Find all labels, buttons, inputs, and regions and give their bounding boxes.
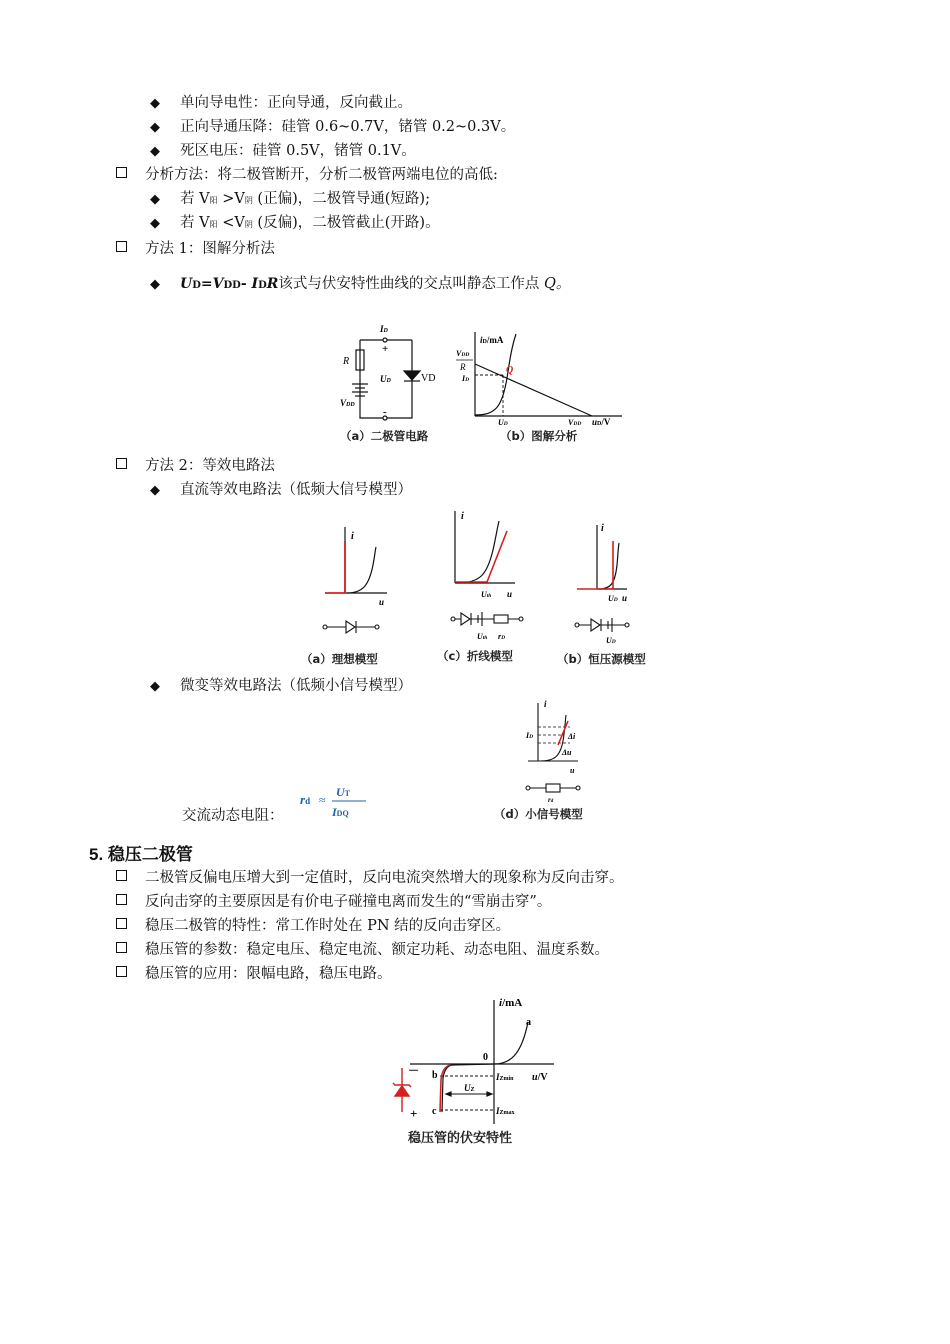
checkbox-line-method2 (116, 456, 275, 476)
caption-b: （b）图解分析 (500, 429, 578, 443)
diamond-icon: ◆ (150, 483, 160, 498)
bullet-line-forward-bias (150, 189, 430, 211)
line-text: <V (217, 215, 245, 231)
label-vd: VD (421, 373, 436, 384)
line-text: 若 V (180, 215, 210, 231)
piecewise-model-graph (455, 511, 515, 583)
checkbox-line-analysis (116, 165, 498, 185)
ss-delta-u: Δu (562, 748, 572, 757)
line-text: 方法 2：等效电路法 (145, 458, 275, 474)
bullet-line-load-line (150, 274, 570, 296)
checkbox-line-zener-apps (116, 964, 392, 984)
tick-ud: UD (498, 418, 508, 427)
cv-circuit-symbol (575, 618, 629, 632)
tick-vdd: VDD (568, 418, 582, 427)
zener-izmin: IZmin (496, 1072, 514, 1082)
bullet-line-small-signal (150, 676, 412, 697)
cv-i-label: i (601, 523, 604, 534)
line-text: 分析方法：将二极管断开，分析二极管两端电位的高低: (145, 167, 498, 183)
checkbox-square-icon (116, 942, 127, 953)
zener-izmax: IZmax (496, 1106, 515, 1116)
zener-point-b: b (432, 1070, 438, 1081)
checkbox-line-method1 (116, 239, 275, 259)
bullet-line-forward-drop (150, 117, 515, 138)
ss-id-label: ID (526, 731, 534, 740)
line-text: 稳压管的参数：稳定电压、稳定电流、额定功耗、动态电阻、温度系数。 (145, 942, 609, 958)
ss-u-label: u (570, 766, 575, 775)
formula-idq: IDQ (332, 805, 349, 819)
checkbox-line-avalanche (116, 892, 551, 912)
diamond-icon: ◆ (150, 216, 160, 231)
section-heading-zener: 5. 稳压二极管 (89, 845, 193, 864)
checkbox-square-icon (116, 918, 127, 929)
zener-y-axis: i/mA (499, 997, 523, 1009)
piecewise-i-label: i (461, 511, 464, 522)
cv-ud-label: UD (608, 594, 618, 603)
bullet-line-reverse-bias (150, 213, 440, 235)
piecewise-rd-sym: rD (498, 632, 506, 641)
diamond-icon: ◆ (150, 120, 160, 135)
label-id: ID (380, 324, 388, 334)
label-ud: UD (380, 374, 391, 384)
diamond-icon: ◆ (150, 144, 160, 159)
zener-origin: 0 (483, 1052, 488, 1063)
label-vdd: VDD (340, 398, 355, 408)
diamond-icon: ◆ (150, 277, 160, 292)
ss-rd-label: rd (548, 796, 554, 804)
formula-rd: rd (300, 792, 311, 807)
cv-u-label: u (622, 593, 628, 603)
label-r: R (343, 356, 350, 367)
zener-x-axis: u/V (532, 1072, 548, 1083)
frac-r: R (460, 362, 466, 372)
caption-a: （a）二极管电路 (340, 429, 429, 443)
checkbox-square-icon (116, 966, 127, 977)
piecewise-u-label: u (507, 589, 513, 599)
checkbox-line-breakdown (116, 868, 624, 888)
line-text: 交流动态电阻： (182, 808, 284, 824)
cv-ud-sym: UD (606, 636, 616, 645)
line-text: 直流等效电路法（低频大信号模型） (180, 482, 412, 498)
diamond-icon: ◆ (150, 192, 160, 207)
diamond-icon: ◆ (150, 96, 160, 111)
load-line-formula: UD=VDD- IDR (180, 276, 279, 292)
cv-red-line (577, 541, 613, 589)
line-text: 稳压二极管的特性：常工作时处在 PN 结的反向击穿区。 (145, 918, 511, 934)
line-text: 二极管反偏电压增大到一定值时，反向电流突然增大的现象称为反向击穿。 (145, 870, 624, 886)
line-text: (反偏)，二极管截止(开路)。 (252, 215, 440, 231)
checkbox-square-icon (116, 870, 127, 881)
ss-i-label: i (544, 699, 547, 709)
zener-point-c: c (432, 1106, 437, 1117)
line-text: 该式与伏安特性曲线的交点叫静态工作点 (278, 276, 540, 292)
line-text: (正偏)，二极管导通(短路); (252, 191, 430, 207)
checkbox-line-zener-params (116, 940, 609, 960)
q-point: Q (506, 365, 514, 376)
zener-minus-sign: － (408, 1065, 419, 1077)
line-text: 方法 1：图解分析法 (145, 241, 275, 257)
bullet-line-dead-zone (150, 141, 416, 162)
label-plus: + (382, 343, 389, 355)
subscript: 阳 (209, 220, 218, 229)
caption-ideal: （a）理想模型 (301, 652, 378, 666)
cv-model-graph (597, 525, 627, 589)
line-text: 单向导电性：正向导通，反向截止。 (180, 95, 412, 111)
line-text: 反向击穿的主要原因是有价电子碰撞电离而发生的“雪崩击穿”。 (145, 894, 552, 910)
subscript: 阴 (244, 220, 253, 229)
bullet-line-dc-model (150, 480, 412, 501)
line-text: 若 V (180, 191, 210, 207)
zener-uz: UZ (464, 1083, 475, 1093)
zener-plus-sign: + (410, 1106, 418, 1121)
caption-small-signal: （d）小信号模型 (494, 807, 583, 821)
caption-piecewise: （c）折线模型 (437, 649, 513, 663)
caption-zener: 稳压管的伏安特性 (408, 1130, 513, 1145)
piecewise-uth-label: Uth (481, 590, 492, 599)
subscript: 阳 (209, 196, 218, 205)
ac-resistance-line (182, 806, 284, 826)
piecewise-red-line (455, 531, 507, 582)
tick-id: ID (462, 374, 470, 383)
q-point-label: Q。 (544, 276, 571, 292)
figure-dc-models (295, 505, 665, 673)
line-text: >V (217, 191, 245, 207)
figure-zener-iv (388, 992, 568, 1152)
x-axis-label: uD/V (592, 417, 611, 427)
ss-delta-i: Δi (568, 732, 576, 741)
line-text: 死区电压：硅管 0.5V，锗管 0.1V。 (180, 143, 416, 159)
y-axis-label: iD/mA (480, 335, 504, 345)
checkbox-square-icon (116, 167, 127, 178)
piecewise-uth-sym: Uth (477, 632, 488, 641)
line-text: 微变等效电路法（低频小信号模型） (180, 678, 412, 694)
ac-resistance-formula (298, 782, 370, 824)
line-text: 正向导通压降：硅管 0.6~0.7V，锗管 0.2~0.3V。 (180, 119, 516, 135)
checkbox-line-zener-feature (116, 916, 510, 936)
zener-point-a: a (526, 1017, 531, 1028)
checkbox-square-icon (116, 458, 127, 469)
checkbox-square-icon (116, 894, 127, 905)
line-text: 稳压管的应用：限幅电路，稳压电路。 (145, 966, 392, 982)
formula-approx: ≈ (319, 793, 326, 807)
label-minus: - (383, 406, 387, 418)
ideal-i-label: i (351, 531, 354, 542)
caption-cv: （b）恒压源模型 (557, 652, 646, 666)
checkbox-square-icon (116, 241, 127, 252)
subscript: 阴 (244, 196, 253, 205)
ideal-diode-symbol (323, 621, 379, 633)
formula-ut: UT (336, 785, 351, 799)
figure-graphical-analysis (330, 318, 630, 448)
bullet-line-unidirectional (150, 93, 412, 114)
figure-small-signal (490, 695, 620, 827)
ideal-u-label: u (379, 597, 385, 607)
frac-vdd: VDD (456, 349, 470, 358)
diamond-icon: ◆ (150, 679, 160, 694)
piecewise-circuit-symbol (451, 612, 523, 626)
